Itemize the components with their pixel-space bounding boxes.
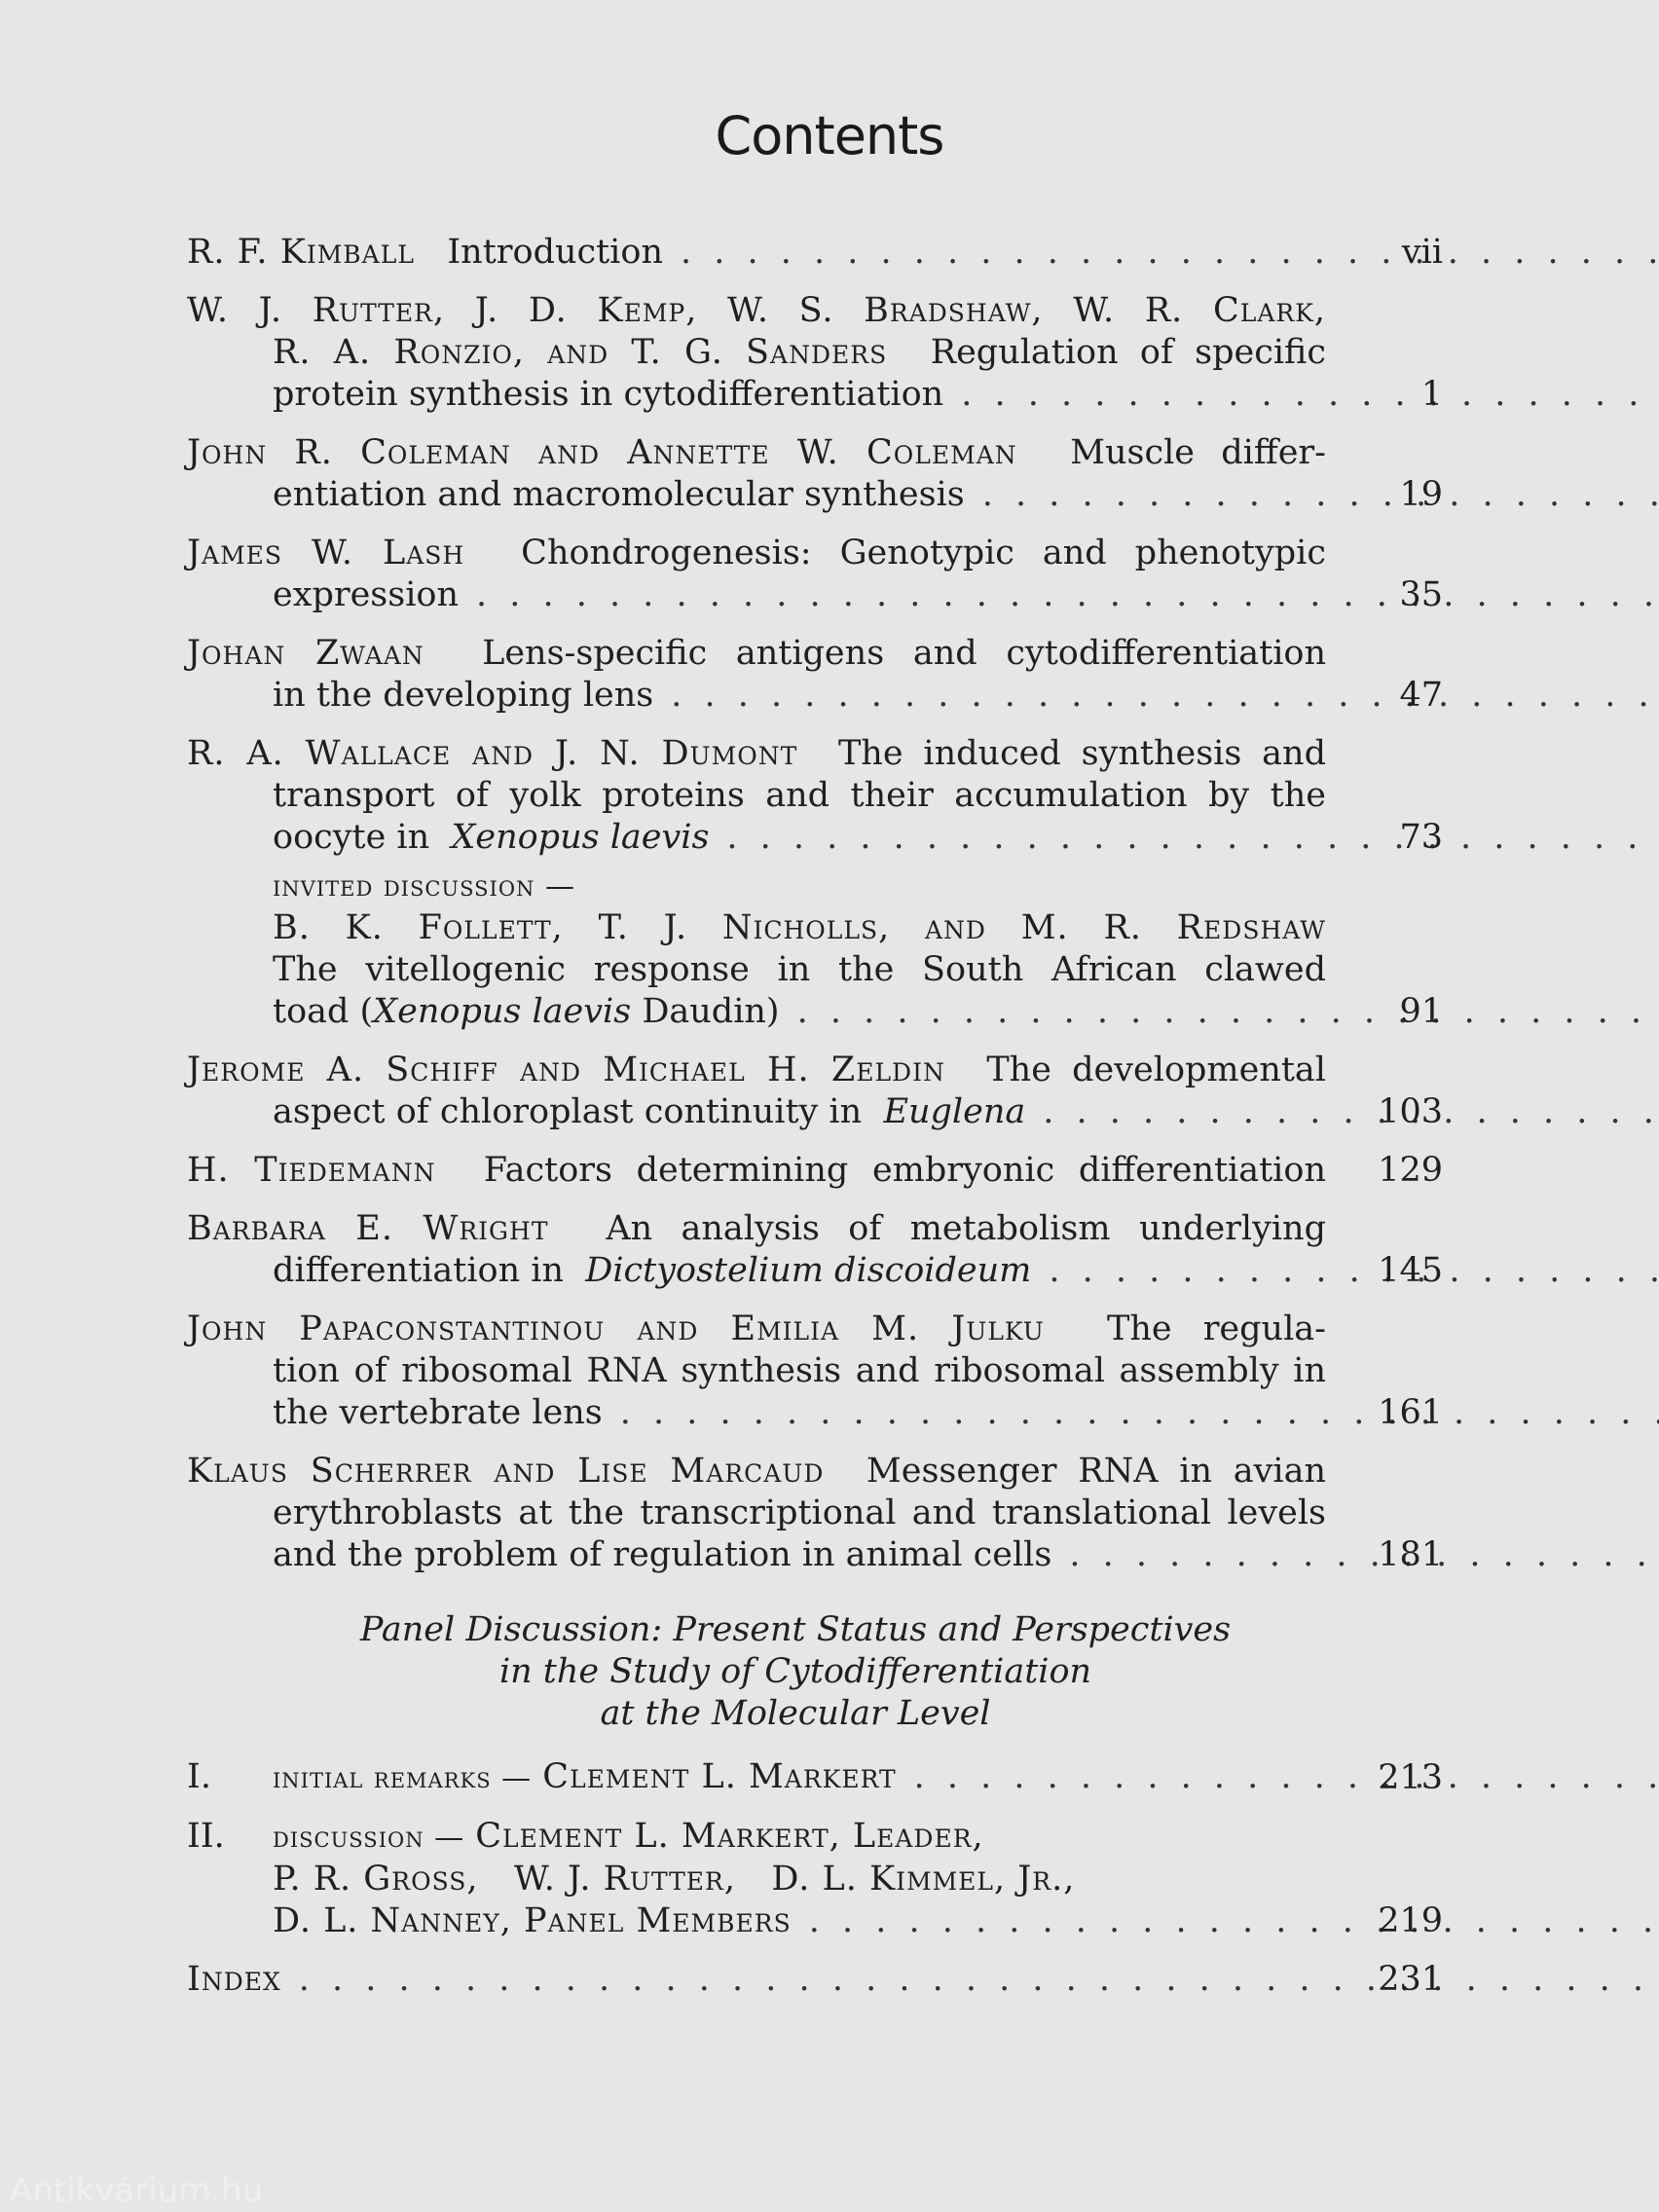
entry-authors: B. K. Follett, T. J. Nicholls, and M. R. Redshaw [273,908,1326,947]
page-number: 213 [1378,1758,1443,1797]
toc-entry [187,733,1443,859]
panel-heading-line: in the Study of Cytodifferentiation [498,1652,1092,1691]
entry-title: The vitellogenic response in the South African clawed [273,950,1326,989]
entry-title: entiation and macromolecular synthesis [273,475,965,514]
panel-entry [187,1816,1443,1942]
page-number: 219 [1378,1901,1443,1940]
toc-entry [187,1309,1443,1434]
entry-title: differentiation in [273,1251,575,1290]
entry-title: in the developing lens [273,676,654,715]
entry-title: The regula- [1107,1309,1326,1348]
entry-authors: Barbara E. Wright [187,1209,549,1248]
entry-title: erythroblasts at the transcriptional and translational levels [273,1493,1326,1532]
dot-leader [982,475,1659,514]
toc-entry [187,432,1443,516]
panel-entry [187,1756,1443,1799]
entry-authors: Klaus Scherrer and Lise Marcaud [187,1452,825,1491]
entry-authors: John R. Coleman and Annette W. Coleman [187,433,1017,472]
entry-authors: H. Tiedemann [187,1151,436,1190]
dot-leader [681,233,1659,272]
entry-title: Daudin) [631,992,780,1031]
panel-heading [167,1609,1423,1735]
dot-leader [620,1393,1659,1432]
roman-numeral: I. [187,1757,211,1796]
entry-title-italic: Dictyostelium discoideum [585,1251,1032,1290]
toc-entry [187,1050,1443,1133]
entry-title: The developmental [986,1051,1326,1089]
toc-entry [187,1451,1443,1576]
entry-authors: D. L. Nanney, Panel Members [273,1901,792,1940]
panel-label: initial remarks — [273,1761,533,1795]
entry-title: toad ( [273,992,374,1031]
entry-title: and the problem of regulation in animal cells [273,1535,1052,1574]
toc-entry [187,1150,1443,1192]
page-number: 73 [1399,818,1443,857]
entry-title: aspect of chloroplast continuity in [273,1092,873,1131]
entry-authors: R. A. Wallace and J. N. Dumont [187,734,798,773]
toc-entry [187,290,1443,416]
entry-title: Lens-specific antigens and cytodifferentiation [482,634,1326,673]
panel-heading-line: at the Molecular Level [600,1694,991,1733]
entry-title: An analysis of metabolism underlying [606,1209,1326,1248]
toc-entry [187,1208,1443,1292]
page-number: 1 [1420,375,1443,414]
entry-title-italic: Xenopus laevis [373,992,632,1031]
toc-entry [187,232,1443,274]
panel-label: discussion — [273,1821,465,1855]
dot-leader [914,1757,1659,1796]
invited-label: invited discussion — [273,869,575,903]
toc-entry [187,533,1443,616]
roman-numeral: II. [187,1817,225,1856]
entry-title: expression [273,575,460,614]
index-label: Index [187,1960,281,1999]
entry-title: Introduction [447,233,663,272]
page-number: 145 [1378,1251,1443,1290]
page-number: 47 [1399,676,1443,715]
dot-leader [809,1901,1659,1940]
page-number: 129 [1378,1151,1443,1190]
entry-authors: Clement L. Markert [542,1757,897,1796]
watermark: Antikvárium.hu [10,2171,264,2210]
entry-title: Muscle differ- [1070,433,1326,472]
page-number: vii [1401,233,1443,272]
page-title: Contents [715,105,944,166]
page-number: 181 [1378,1535,1443,1574]
page-number: 19 [1399,475,1443,514]
page-number: 231 [1378,1960,1443,1999]
entry-authors: W. J. Rutter, J. D. Kemp, W. S. Bradshaw, W. R. Clark, [187,291,1326,330]
entry-authors: P. R. Gross, W. J. Rutter, D. L. Kimmel, Jr., [273,1860,1076,1899]
panel-heading-line: Panel Discussion: Present Status and Perspectives [359,1610,1232,1649]
entry-title: Regulation of specific [930,333,1326,372]
dot-leader [797,992,1659,1031]
dot-leader [476,575,1659,614]
entry-authors: John Papaconstantinou and Emilia M. Julku [187,1309,1045,1348]
page-number: 91 [1399,992,1443,1031]
entry-authors: Jerome A. Schiff and Michael H. Zeldin [187,1051,945,1089]
entry-title: tion of ribosomal RNA synthesis and ribosomal assembly in [273,1351,1326,1390]
page-number: 35 [1399,575,1443,614]
page-number: 161 [1378,1393,1443,1432]
entry-title: The induced synthesis and [837,734,1326,773]
entry-title: transport of yolk proteins and their accumulation by the [273,776,1326,815]
index-entry [187,1959,1443,2001]
entry-title: protein synthesis in cytodifferentiation [273,375,944,414]
entry-authors: James W. Lash [187,534,465,572]
table-of-contents [187,232,1443,2017]
entry-authors: R. F. Kimball [187,233,415,272]
entry-title-italic: Xenopus laevis [451,818,710,857]
dot-leader [726,818,1659,857]
entry-title: Factors determining embryonic differentiation [483,1151,1326,1190]
page-number: 103 [1378,1092,1443,1131]
entry-authors: R. A. Ronzio, and T. G. Sanders [273,333,888,372]
toc-entry [187,633,1443,717]
dot-leader [671,676,1659,715]
entry-title: the vertebrate lens [273,1393,603,1432]
entry-title: Messenger RNA in avian [866,1452,1326,1491]
entry-title: Chondrogenesis: Genotypic and phenotypic [521,534,1326,572]
dot-leader [961,375,1659,414]
toc-entry-invited [187,866,1443,1033]
dot-leader [299,1960,1659,1999]
entry-authors: Johan Zwaan [187,634,424,673]
entry-title-italic: Euglena [883,1092,1026,1131]
entry-authors: Clement L. Markert, Leader, [475,1817,984,1856]
entry-title: oocyte in [273,818,441,857]
